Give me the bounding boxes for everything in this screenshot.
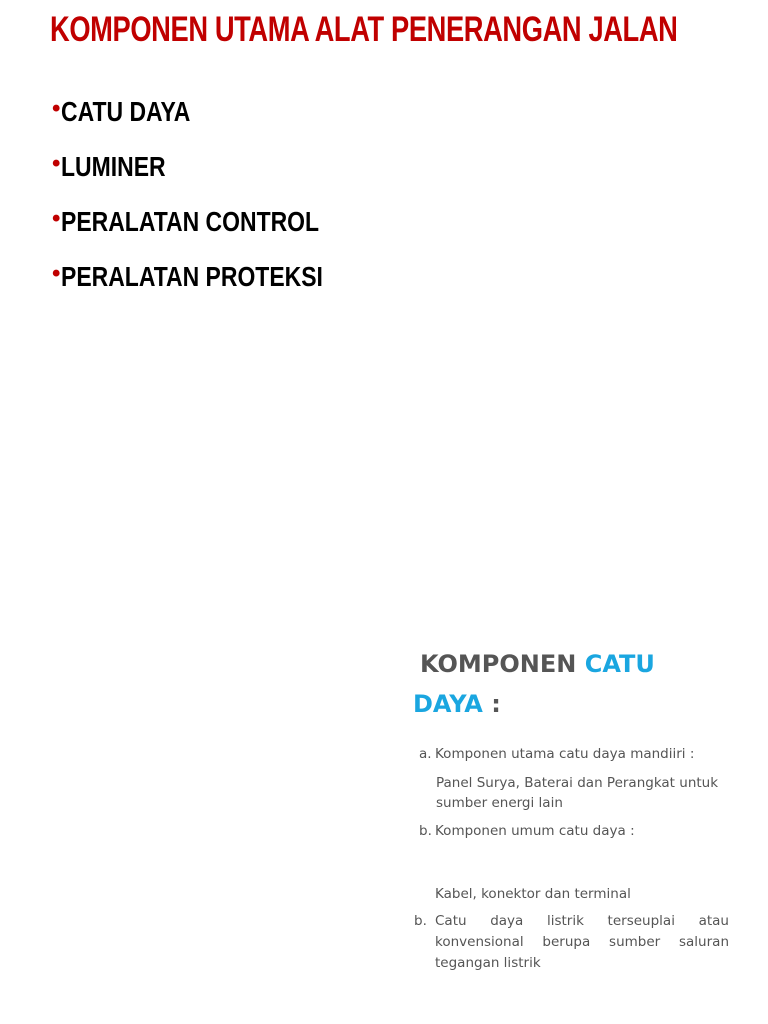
heading-accent-catu: CATU xyxy=(584,650,655,678)
bullet-item-peralatan-proteksi xyxy=(52,257,381,312)
bullet-label: PERALATAN CONTROL xyxy=(61,206,320,237)
list-marker: b. xyxy=(419,823,432,839)
list-marker: a. xyxy=(419,746,432,762)
list-sub-item: Kabel, konektor dan terminal xyxy=(435,886,631,902)
list-sub-item: Panel Surya, Baterai dan Perangkat untuk sumber energi lain xyxy=(436,775,719,811)
list-item-a xyxy=(413,744,729,765)
heading-suffix: : xyxy=(482,690,501,718)
bullet-label: LUMINER xyxy=(61,151,166,182)
list-marker: b. xyxy=(414,913,427,929)
bullet-dot-icon: • xyxy=(52,205,61,232)
list-item-text: Komponen umum catu daya : xyxy=(435,823,635,839)
list-item-text: Catu daya listrik terseuplai atau konvensional berupa sumber saluran tegangan listrik xyxy=(435,913,729,971)
bullet-label: CATU DAYA xyxy=(61,96,191,127)
list-item-text: Komponen utama catu daya mandiiri : xyxy=(435,746,695,762)
component-bullet-list xyxy=(52,92,381,312)
heading-accent-daya: DAYA xyxy=(413,690,483,718)
bullet-item-luminer xyxy=(52,147,381,202)
heading-prefix: KOMPONEN xyxy=(420,650,585,678)
bullet-item-peralatan-control xyxy=(52,202,381,257)
section-heading-line-1 xyxy=(413,644,655,684)
bullet-label: PERALATAN PROTEKSI xyxy=(61,261,324,292)
bullet-dot-icon: • xyxy=(52,150,61,177)
list-item-b-second xyxy=(413,911,729,974)
section-heading-line-2 xyxy=(413,684,655,724)
bullet-item-catu-daya xyxy=(52,92,381,147)
slide-title: KOMPONEN UTAMA ALAT PENERANGAN JALAN xyxy=(50,10,678,49)
bullet-dot-icon: • xyxy=(52,260,61,287)
section-heading xyxy=(413,644,655,724)
list-item-b xyxy=(413,821,729,842)
bullet-dot-icon: • xyxy=(52,95,61,122)
